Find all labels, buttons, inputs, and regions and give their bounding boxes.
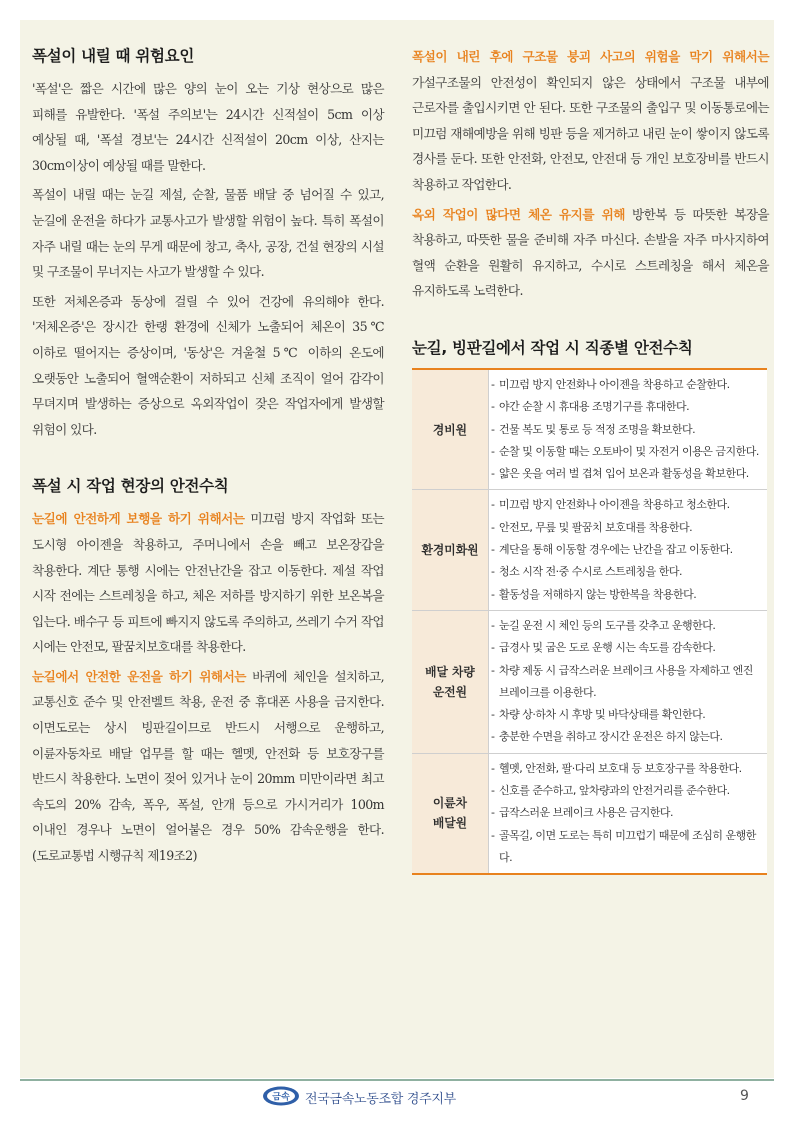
paragraph-snow-accidents: 폭설이 내릴 때는 눈길 제설, 순찰, 물품 배달 중 넘어질 수 있고, 눈길에 운전을 하다가 교통사고가 발생할 위험이 높다. 특히 폭설이 자주 내릴 때는 눈의 무게 때문에 창고, 축사, 공장, 건설 현장의 시설 및 구조물이 무너지는 사고가 발생할 수 있다.	[32, 187, 384, 280]
list-item: - 눈길 운전 시 체인 등의 도구를 갖추고 운행한다.	[489, 615, 763, 637]
list-item: - 헬멧, 안전화, 팔·다리 보호대 등 보호장구를 착용한다.	[489, 758, 763, 780]
logo-text: 금속	[272, 1092, 290, 1103]
list-item: - 청소 시작 전·중 수시로 스트레칭을 한다.	[489, 561, 763, 583]
table-title: 눈길, 빙판길에서 작업 시 직종별 안전수칙	[412, 338, 693, 357]
table-row	[412, 753, 767, 874]
list-item: - 차량 제동 시 급작스러운 브레이크 사용을 자제하고 엔진 브레이크를 이용한다.	[489, 660, 763, 705]
safety-rules-table	[412, 368, 767, 875]
table-row	[412, 369, 767, 490]
list-item: - 야간 순찰 시 휴대용 조명기구를 휴대한다.	[489, 396, 763, 418]
items-cell	[489, 490, 768, 610]
list-item: - 순찰 및 이동할 때는 오토바이 및 자전거 이용은 금지한다.	[489, 441, 763, 463]
paragraph-structure-collapse	[412, 44, 769, 198]
text-body-temperature: 방한복 등 따뜻한 복장을 착용하고, 따뜻한 물을 준비해 자주 마신다. 손발을 자주 마사지하여 혈액 순환을 원활히 유지하고, 수시로 스트레칭을 해서 체온을 유지하도록 노력한다.	[412, 206, 769, 299]
role-line: 이륜차	[432, 796, 468, 811]
paragraph-snow-definition: '폭설'은 짧은 시간에 많은 양의 눈이 오는 기상 현상으로 많은 피해를 유발한다. '폭설 주의보'는 24시간 신적설이 5cm 이상 예상될 때, '폭설 경보'는 24시간 신적설이 20cm 이상, 산지는 30cm이상이 예상될 때를 말한다.	[32, 81, 384, 173]
right-column	[412, 44, 769, 875]
paragraph-body-temperature	[412, 202, 769, 304]
list-item: - 신호를 준수하고, 앞차량과의 안전거리를 준수한다.	[489, 780, 763, 802]
list-item: - 급작스러운 브레이크 사용은 금지한다.	[489, 802, 763, 824]
text-safe-driving: 바퀴에 체인을 설치하고, 교통신호 준수 및 안전벨트 착용, 운전 중 휴대폰 사용을 금지한다. 이면도로는 상시 빙판길이므로 반드시 서행으로 운행하고, 이륜자동차로 배달 업무를 할 때는 헬멧, 안전화 등 보호장구를 반드시 착용한다. 노면이 젖어 있거나 눈이 20mm 미만이라면 최고 속도의 20% 감속, 폭우, 폭설, 안개 등으로 가시거리가 100m 이내인 경우나 노면이 얼어붙은 경우 50% 감속운행을 한다.(도로교통법 시행규칙 제19조2)	[32, 668, 384, 864]
list-item: - 차량 상·하차 시 후방 및 바닥상태를 확인한다.	[489, 704, 763, 726]
section-title-snow-hazards: 폭설이 내릴 때 위험요인	[32, 47, 195, 65]
list-item: - 안전모, 무릎 및 팔꿈치 보호대를 착용한다.	[489, 517, 763, 539]
list-item: - 급경사 및 굽은 도로 운행 시는 속도를 감속한다.	[489, 637, 763, 659]
role-cell	[412, 610, 489, 753]
section-title-worksite-safety: 폭설 시 작업 현장의 안전수칙	[32, 477, 229, 496]
highlight-safe-driving: 눈길에서 안전한 운전을 하기 위해서는	[32, 668, 246, 684]
role-cell	[412, 753, 489, 874]
paragraph-safe-walking	[32, 506, 384, 660]
role-cell: 환경미화원	[412, 490, 489, 610]
list-item: - 충분한 수면을 취하고 장시간 운전은 하지 않는다.	[489, 726, 763, 748]
list-item: - 계단을 통해 이동할 경우에는 난간을 잡고 이동한다.	[489, 539, 763, 561]
highlight-structure-collapse: 폭설이 내린 후에 구조물 붕괴 사고의 위험을 막기 위해서는	[412, 49, 769, 64]
role-line: 운전원	[432, 684, 468, 699]
highlight-body-temperature: 옥외 작업이 많다면 체온 유지를 위해	[412, 206, 625, 222]
page-number: 9	[740, 1088, 749, 1104]
union-logo-icon	[262, 1086, 300, 1106]
left-column	[32, 44, 384, 873]
union-name: 전국금속노동조합 경주지부	[305, 1092, 456, 1107]
text-safe-walking: 미끄럼 방지 작업화 또는 도시형 아이젠을 착용하고, 주머니에서 손을 빼고 보온장갑을 착용한다. 계단 통행 시에는 안전난간을 잡고 이동한다. 제설 작업 시작 전에는 스트레칭을 하고, 체온 저하를 방지하기 위한 보온복을 입는다. 배수구 등 피트에 빠지지 않도록 주의하고, 쓰레기 수거 작업 시에는 안전모, 팔꿈치보호대를 착용한다.	[32, 511, 384, 655]
items-cell	[489, 753, 768, 874]
list-item: - 미끄럼 방지 안전화나 아이젠을 착용하고 청소한다.	[489, 494, 763, 516]
items-cell	[489, 610, 768, 753]
list-item: - 건물 복도 및 통로 등 적정 조명을 확보한다.	[489, 419, 763, 441]
list-item: - 골목길, 이면 도로는 특히 미끄럽기 때문에 조심히 운행한다.	[489, 825, 763, 870]
list-item: - 얇은 옷을 여러 벌 겹쳐 입어 보온과 활동성을 확보한다.	[489, 463, 763, 485]
footer	[0, 1085, 794, 1109]
items-cell	[489, 369, 768, 490]
role-line: 배달원	[432, 816, 468, 831]
table-row	[412, 610, 767, 753]
paragraph-safe-driving	[32, 664, 384, 869]
role-cell: 경비원	[412, 369, 489, 490]
text-structure-collapse: 가설구조물의 안전성이 확인되지 않은 상태에서 구조물 내부에 근로자를 출입시키면 안 된다. 또한 구조물의 출입구 및 이동통로에는 미끄럼 재해예방을 위해 빙판 등을 제거하고 내린 눈이 쌓이지 않도록 경사를 둔다. 또한 안전화, 안전모, 안전대 등 개인 보호장비를 반드시 착용하고 작업한다.	[412, 74, 769, 192]
list-item: - 활동성을 저해하지 않는 방한복을 착용한다.	[489, 584, 763, 606]
footer-divider	[20, 1079, 774, 1081]
role-line: 배달 차량	[425, 664, 475, 679]
paragraph-hypothermia-frostbite: 또한 저체온증과 동상에 걸릴 수 있어 건강에 유의해야 한다. '저체온증'은 장시간 한랭 환경에 신체가 노출되어 체온이 35℃ 이하로 떨어지는 증상이며, '동상'은 겨울철 5℃ 이하의 온도에 오랫동안 노출되어 혈액순환이 저하되고 신체 조직이 얼어 감각이 무뎌지며 발생하는 증상으로 옥외작업이 잦은 작업자에게 발생할 위험이 있다.	[32, 293, 384, 437]
table-row	[412, 490, 767, 610]
list-item: - 미끄럼 방지 안전화나 아이젠을 착용하고 순찰한다.	[489, 374, 763, 396]
highlight-safe-walking: 눈길에 안전하게 보행을 하기 위해서는	[32, 511, 245, 527]
